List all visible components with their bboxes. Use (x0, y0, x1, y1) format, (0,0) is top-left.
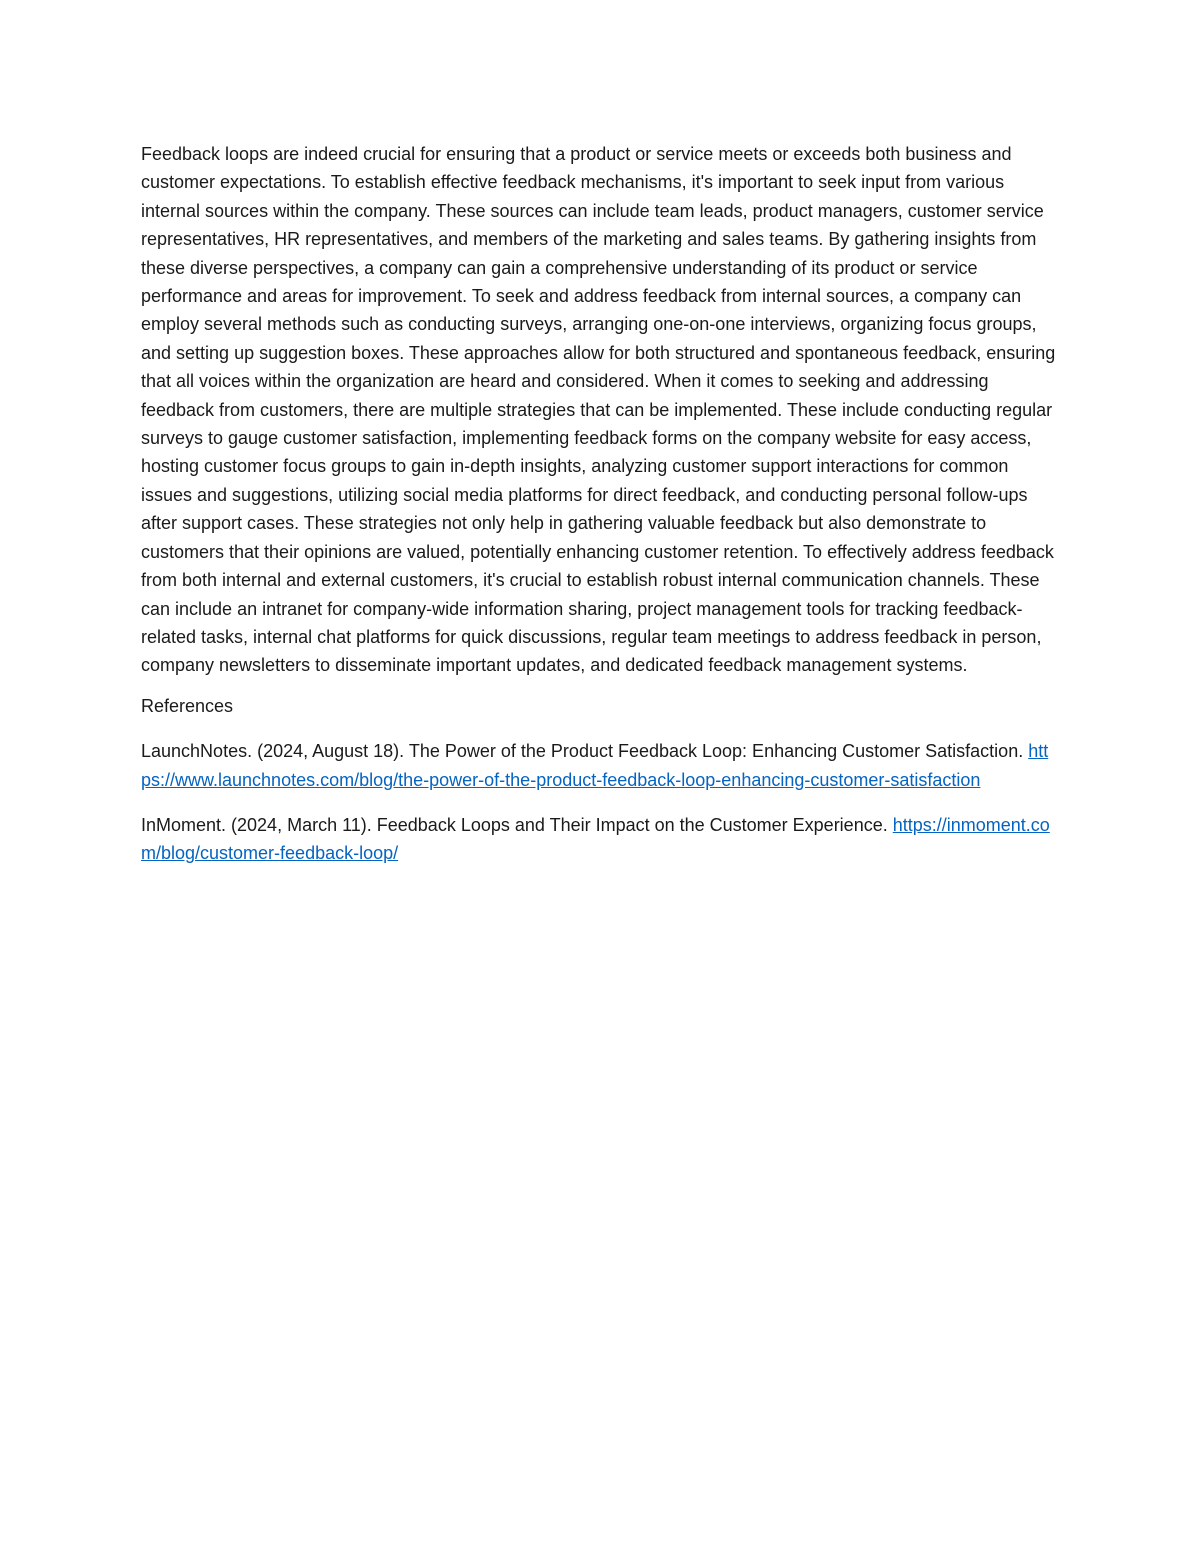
document-page (141, 140, 1056, 885)
reference-link[interactable]: https://inmoment.com/blog/customer-feedback-loop/ (141, 814, 1050, 864)
reference-entry-1 (141, 737, 1056, 794)
references-heading: References (141, 695, 234, 716)
reference-text: LaunchNotes. (2024, August 18). The Power of the Product Feedback Loop: Enhancing Customer Satisfaction. (141, 741, 1029, 762)
reference-link[interactable]: https://www.launchnotes.com/blog/the-power-of-the-product-feedback-loop-enhancing-customer-satisfaction (141, 741, 1049, 790)
reference-entry-2 (141, 811, 1056, 868)
reference-text: InMoment. (2024, March 11). Feedback Loops and Their Impact on the Customer Experience. (141, 814, 893, 835)
body-paragraph: Feedback loops are indeed crucial for ensuring that a product or service meets or exceeds both business and customer expectations. To establish effective feedback mechanisms, it's important to seek input from various internal sources within the company. These sources can include team leads, product managers, customer service representatives, HR representatives, and members of the marketing and sales teams. By gathering insights from these diverse perspectives, a company can gain a comprehensive understanding of its product or service performance and areas for improvement. To seek and address feedback from internal sources, a company can employ several methods such as conducting surveys, arranging one-on-one interviews, organizing focus groups, and setting up suggestion boxes. These approaches allow for both structured and spontaneous feedback, ensuring that all voices within the organization are heard and considered. When it comes to seeking and addressing feedback from customers, there are multiple strategies that can be implemented. These include conducting regular surveys to gauge customer satisfaction, implementing feedback forms on the company website for easy access, hosting customer focus groups to gain in-depth insights, analyzing customer support interactions for common issues and suggestions, utilizing social media platforms for direct feedback, and conducting personal follow-ups after support cases. These strategies not only help in gathering valuable feedback but also demonstrate to customers that their opinions are valued, potentially enhancing customer retention. To effectively address feedback from both internal and external customers, it's crucial to establish robust internal communication channels. These can include an intranet for company-wide information sharing, project management tools for tracking feedback-related tasks, internal chat platforms for quick discussions, regular team meetings to address feedback in person, company newsletters to disseminate important updates, and dedicated feedback management systems. (141, 144, 1056, 676)
